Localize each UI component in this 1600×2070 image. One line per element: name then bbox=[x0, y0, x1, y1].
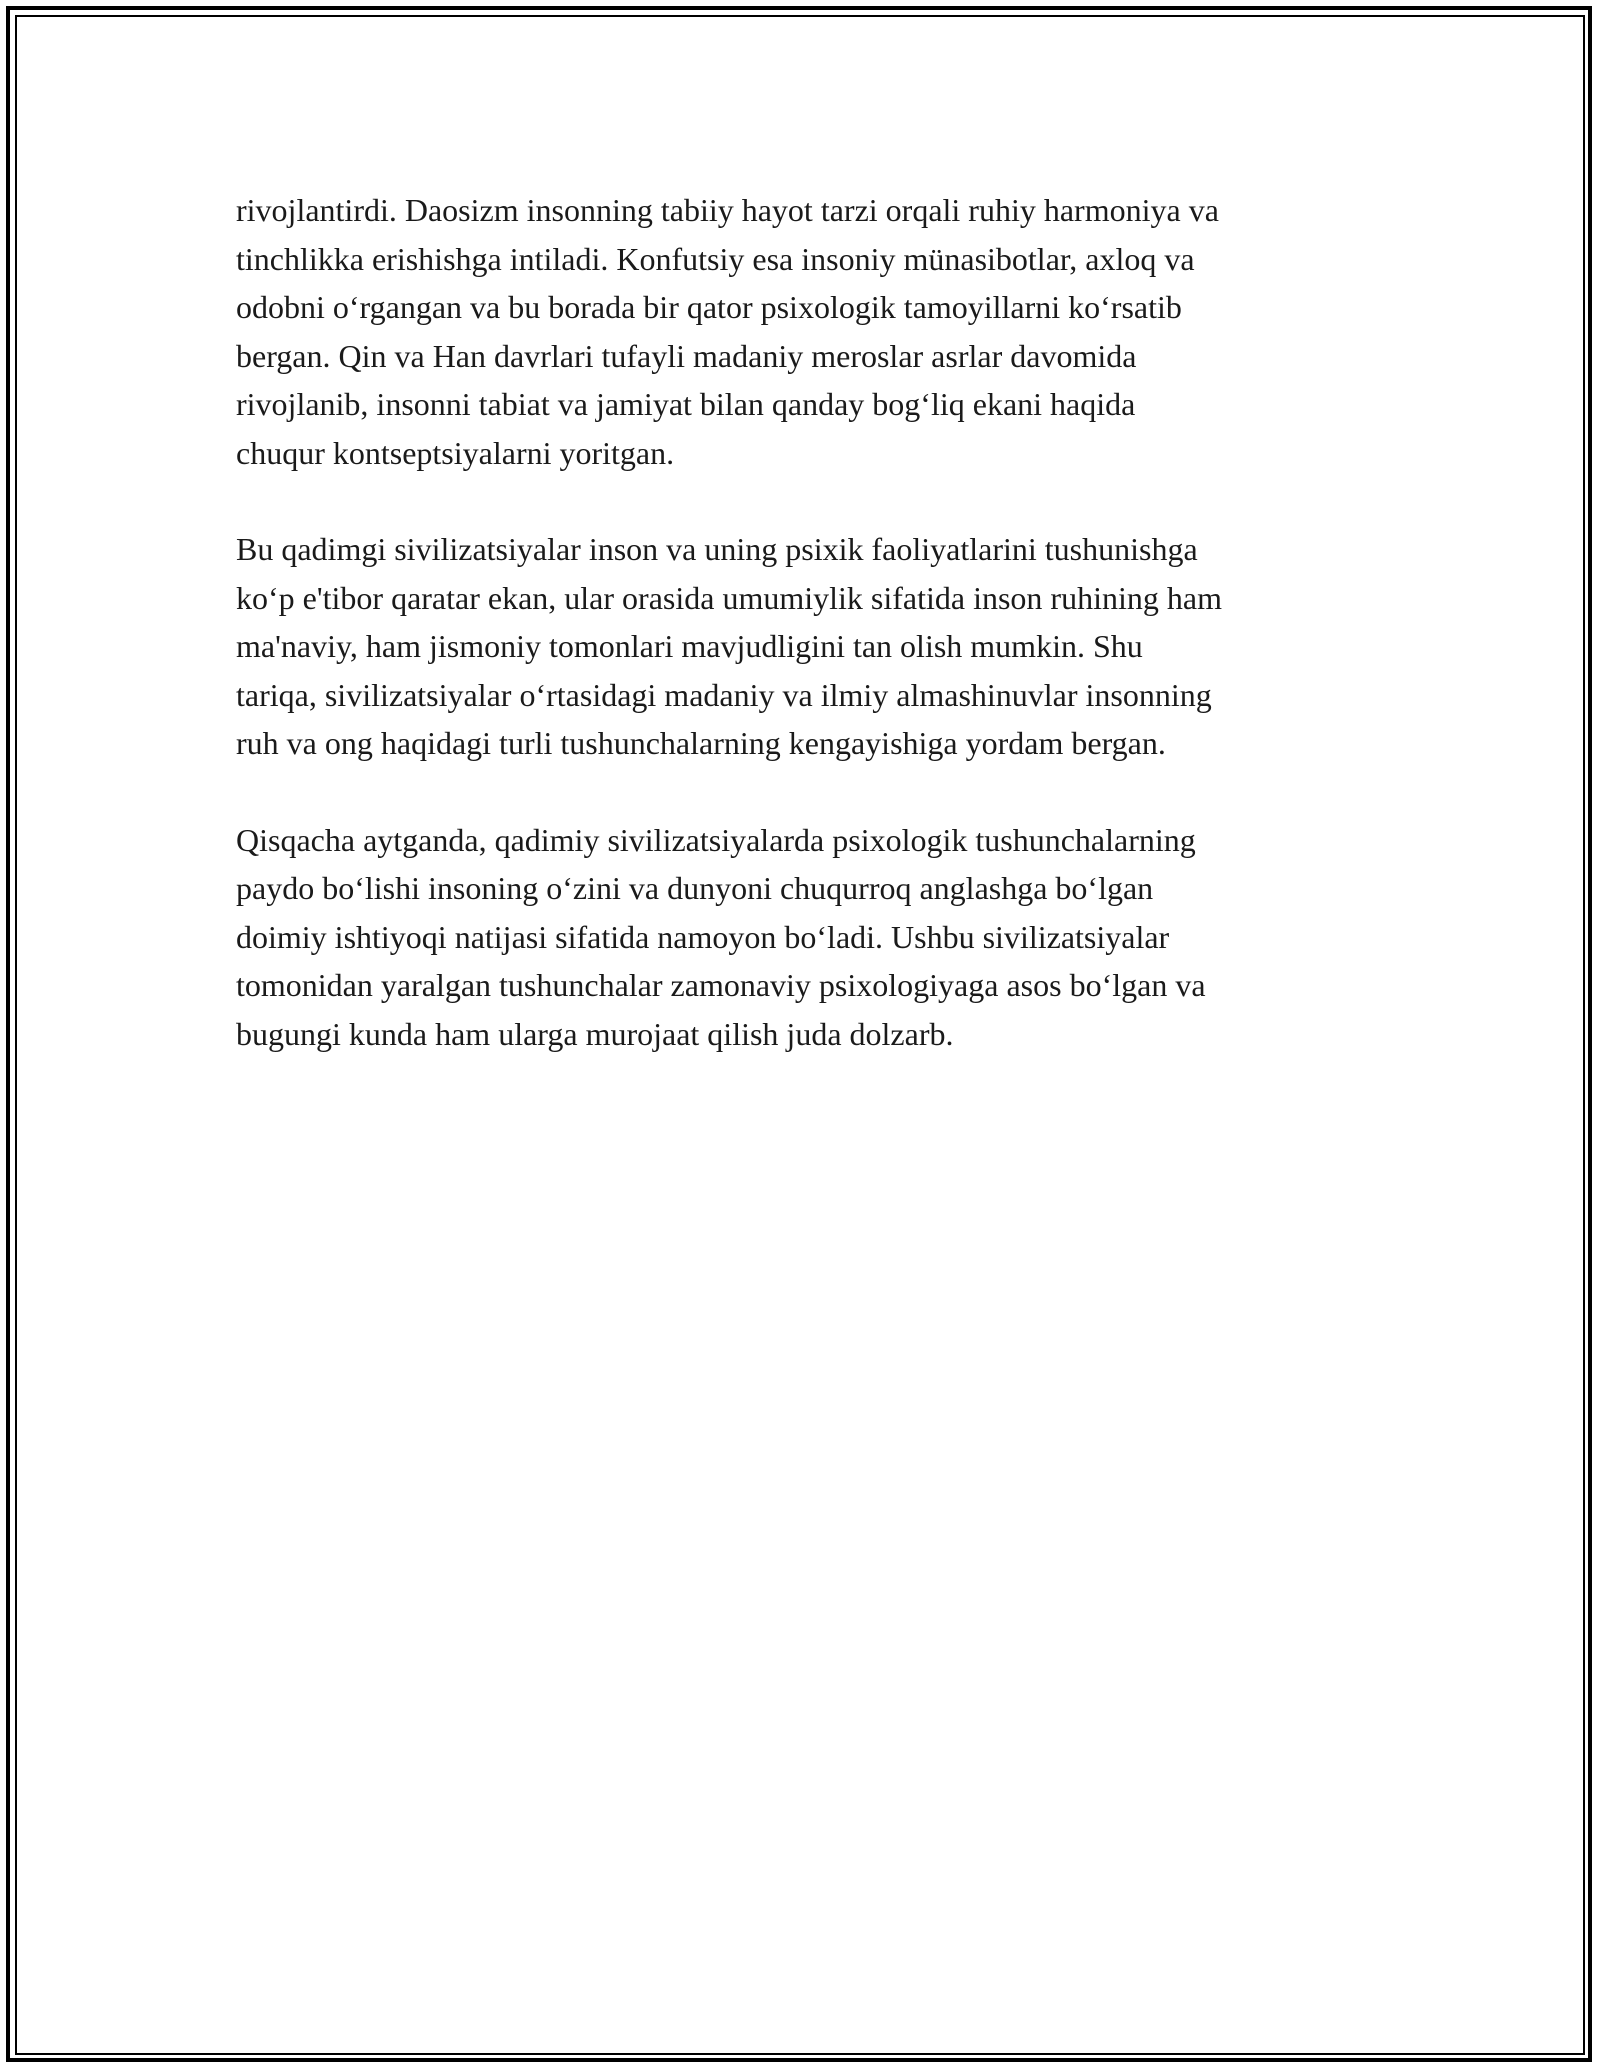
text-line: tariqa, sivilizatsiyalar o‘rtasidagi madaniy va ilmiy almashinuvlar insonning bbox=[236, 676, 1212, 713]
text-line: bugungi kunda ham ularga murojaat qilish juda dolzarb. bbox=[236, 1015, 954, 1052]
text-line: rivojlanib, insonni tabiat va jamiyat bilan qanday bog‘liq ekani haqida bbox=[236, 386, 1136, 422]
text-line: tinchlikka erishishga intiladi. Konfutsiy esa insoniy münasibotlar, axloq va bbox=[236, 240, 1195, 277]
text-line: doimiy ishtiyoqi natijasi sifatida namoyon bo‘ladi. Ushbu sivilizatsiyalar bbox=[236, 918, 1170, 955]
paragraph-3 bbox=[236, 816, 1386, 1059]
paragraph-2 bbox=[236, 525, 1386, 768]
text-line: odobni o‘rgangan va bu borada bir qator psixologik tamoyillarni ko‘rsatib bbox=[236, 289, 1182, 325]
text-line: bergan. Qin va Han davrlari tufayli madaniy meroslar asrlar davomida bbox=[236, 337, 1137, 374]
document-body bbox=[236, 186, 1386, 1106]
paragraph-1 bbox=[236, 186, 1386, 477]
text-line: Qisqacha aytganda, qadimiy sivilizatsiyalarda psixologik tushunchalarning bbox=[236, 821, 1196, 858]
text-line: ma'naviy, ham jismoniy tomonlari mavjudligini tan olish mumkin. Shu bbox=[236, 628, 1143, 664]
text-line: Bu qadimgi sivilizatsiyalar inson va uning psixik faoliyatlarini tushunishga bbox=[236, 531, 1198, 567]
text-line: paydo bo‘lishi insoning o‘zini va dunyoni chuqurroq anglashga bo‘lgan bbox=[236, 870, 1154, 906]
text-line: rivojlantirdi. Daosizm insonning tabiiy hayot tarzi orqali ruhiy harmoniya va bbox=[236, 192, 1219, 228]
text-line: ko‘p e'tibor qaratar ekan, ular orasida umumiylik sifatida inson ruhining ham bbox=[236, 579, 1222, 616]
text-line: tomonidan yaralgan tushunchalar zamonaviy psixologiyaga asos bo‘lgan va bbox=[236, 967, 1206, 1003]
text-line: chuqur kontseptsiyalarni yoritgan. bbox=[236, 434, 675, 471]
text-line: ruh va ong haqidagi turli tushunchalarning kengayishiga yordam bergan. bbox=[236, 725, 1166, 761]
